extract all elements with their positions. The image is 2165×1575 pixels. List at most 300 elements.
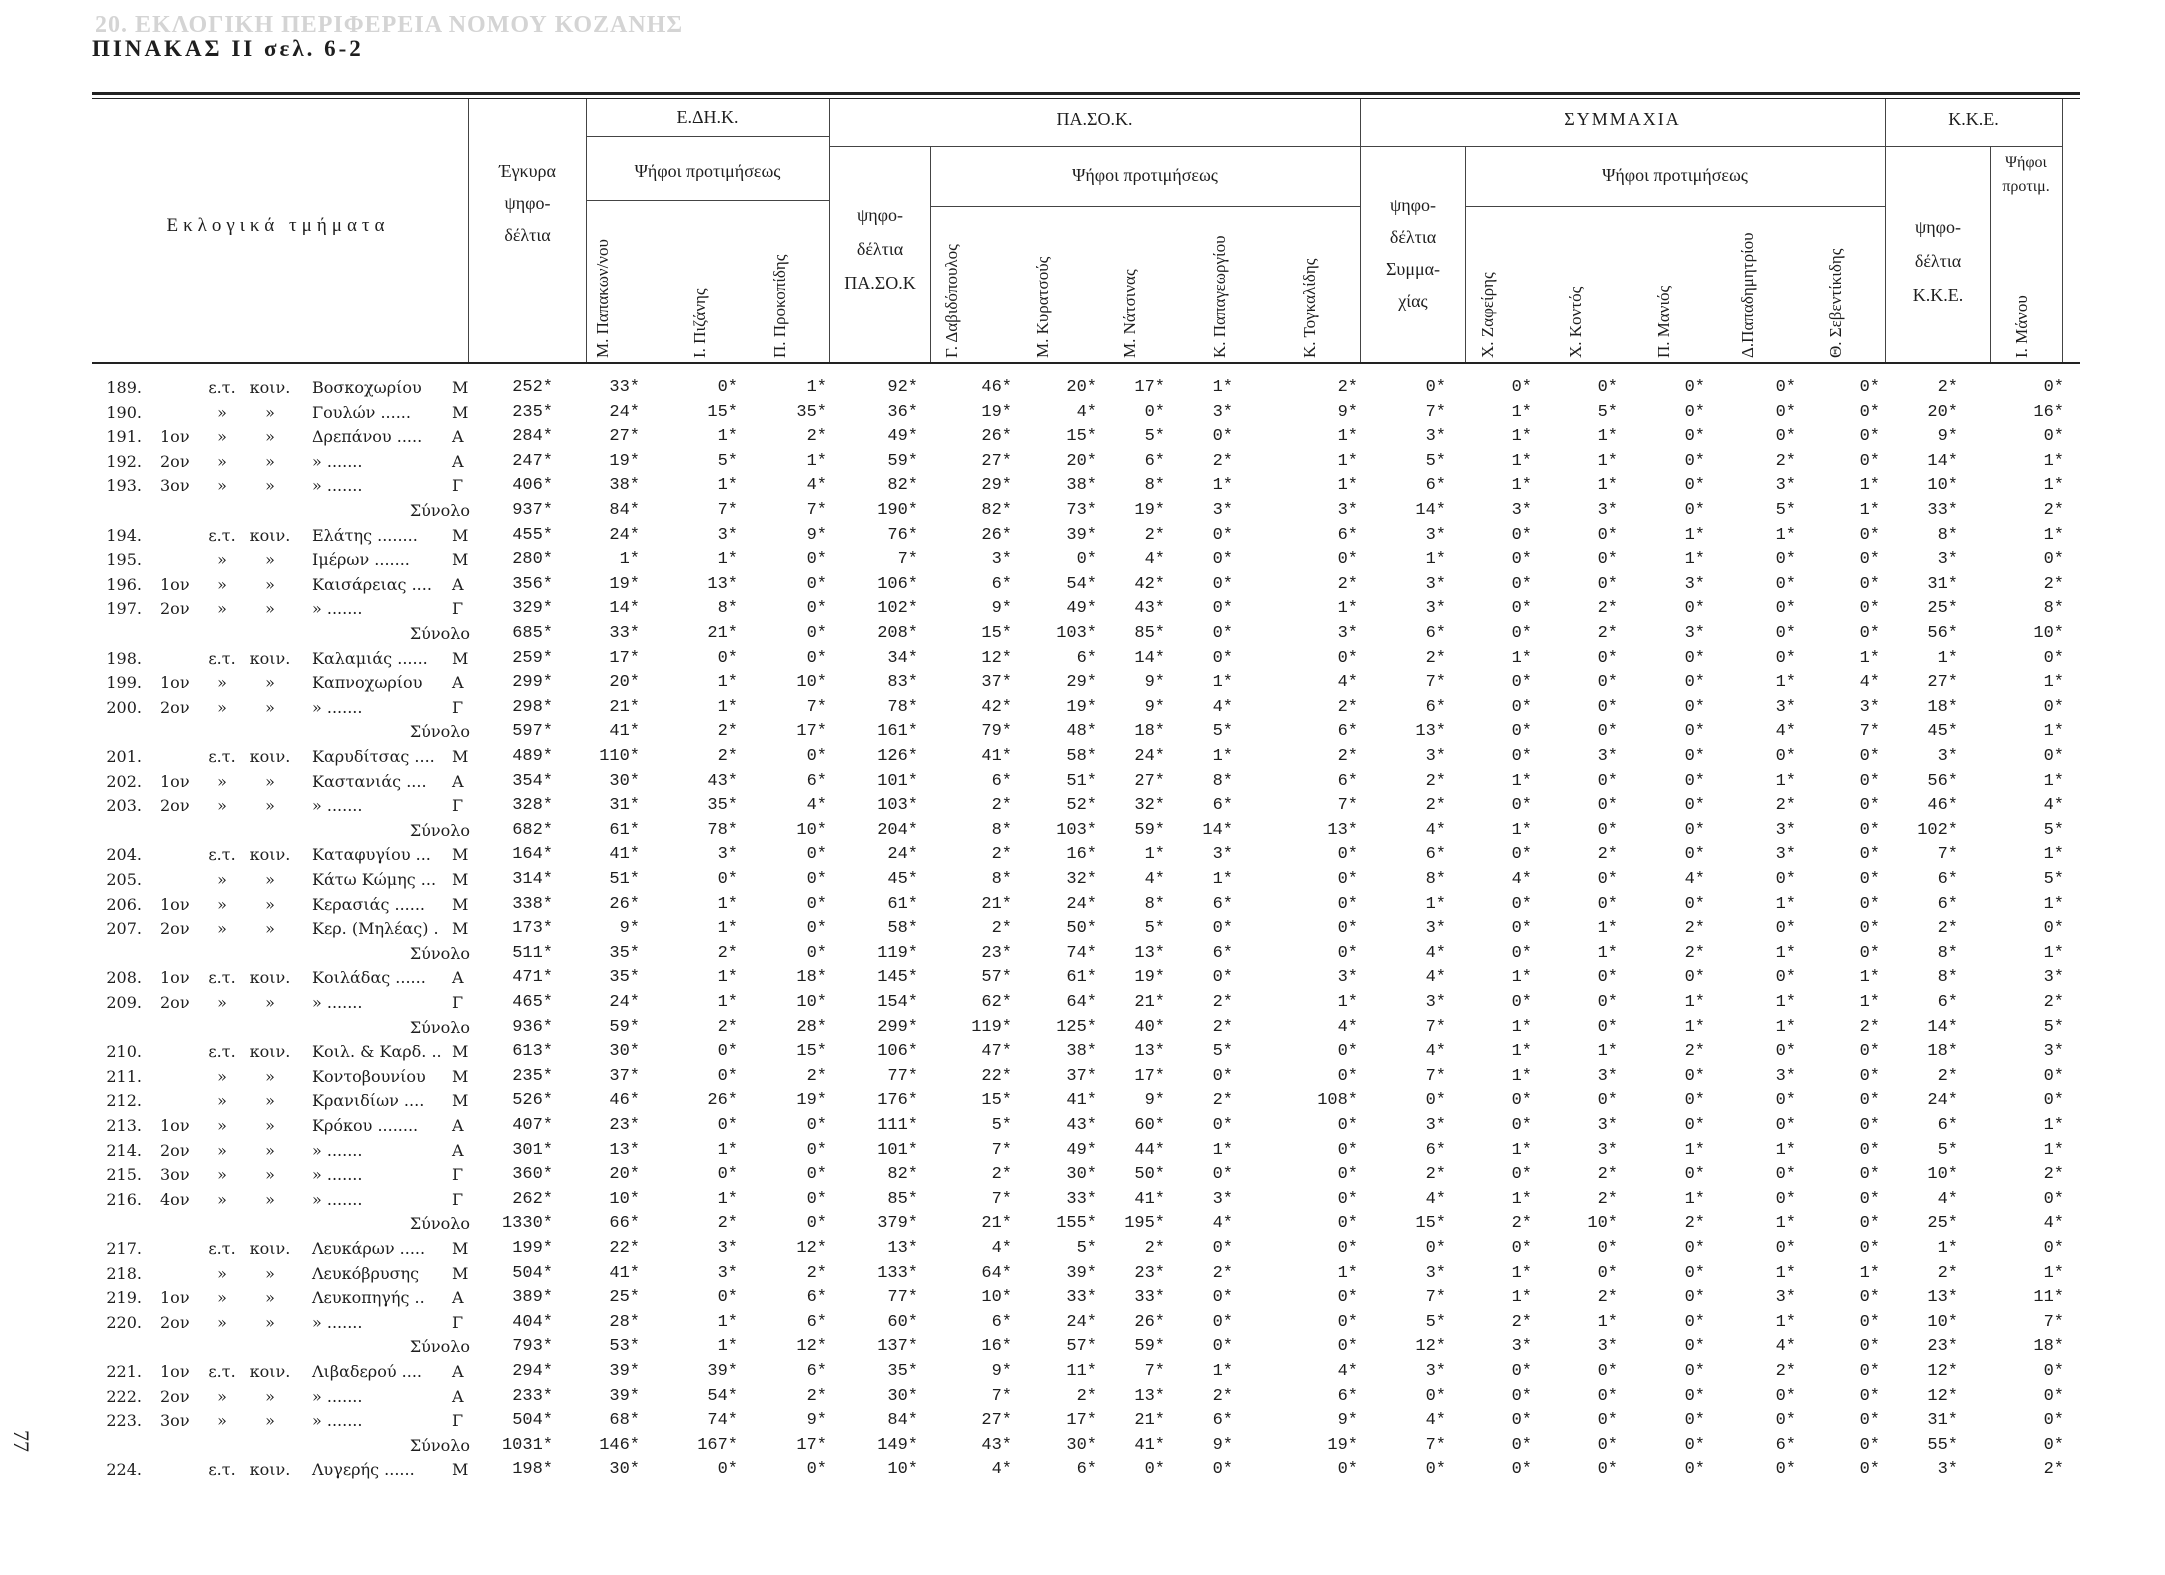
value-cell: 1* [1775, 1312, 1796, 1332]
row-number: 224. [106, 1460, 142, 1480]
section-name: Καπνοχωρίου [312, 673, 423, 693]
value-cell: 0* [1511, 1239, 1532, 1258]
candidate-papadimitriou: Δ.Παπαδημητρίου [1738, 232, 1757, 358]
value-cell: 18* [2033, 1337, 2064, 1357]
value-cell: 49* [887, 427, 918, 447]
value-cell: 11* [2033, 1288, 2064, 1308]
section-type: Μ [452, 894, 469, 914]
section-type: Γ [452, 1411, 464, 1431]
value-cell: 0* [1859, 525, 1880, 545]
section-name: Καλαμιάς ...... [312, 648, 428, 668]
value-cell: 29* [981, 476, 1012, 496]
value-cell: 19* [1134, 501, 1165, 520]
value-cell: 0* [1337, 1042, 1358, 1062]
value-cell: 26* [1134, 1312, 1165, 1332]
row-kind: » [217, 697, 227, 717]
value-cell: 0* [2043, 1362, 2064, 1381]
value-cell: 0* [1337, 1337, 1358, 1357]
value-cell: 407* [512, 1116, 553, 1135]
value-cell: 0* [717, 648, 738, 668]
value-cell: 3* [1511, 1337, 1532, 1357]
value-cell: 0* [2043, 1386, 2064, 1406]
kke-ballots-3: Κ.Κ.Ε. [1912, 285, 1964, 305]
value-cell: 2* [1511, 1214, 1532, 1234]
row-koin: » [265, 402, 275, 422]
row-koin: » [265, 1312, 275, 1332]
section-name: » ....... [312, 697, 363, 717]
value-cell: 338* [512, 894, 553, 914]
value-cell: 198* [512, 1460, 553, 1480]
value-cell: 6* [1144, 451, 1165, 471]
candidate-davidopoulos: Γ. Δαβιδόπουλος [942, 244, 961, 358]
value-cell: 0* [1337, 1140, 1358, 1160]
value-cell: 1* [1597, 919, 1618, 939]
table-row [0, 1089, 2165, 1113]
value-cell: 4* [1144, 870, 1165, 889]
value-cell: 6* [1425, 697, 1446, 717]
value-cell: 0* [1859, 378, 1880, 397]
row-koin: » [265, 550, 275, 570]
value-cell: 119* [877, 943, 918, 963]
value-cell: 14* [609, 599, 640, 619]
value-cell: 1* [1684, 1140, 1705, 1160]
section-name: » ....... [312, 1165, 363, 1185]
value-cell: 59* [1134, 820, 1165, 840]
value-cell: 1* [1775, 673, 1796, 693]
value-cell: 3* [1425, 747, 1446, 766]
row-kind: ε.τ. [208, 1460, 236, 1480]
value-cell: 3* [1425, 574, 1446, 594]
header-divider [1885, 146, 2062, 147]
value-cell: 20* [1927, 402, 1958, 422]
value-cell: 0* [1684, 402, 1705, 422]
value-cell: 23* [609, 1116, 640, 1135]
candidate-manou: Ι. Μάνου [2012, 295, 2031, 358]
value-cell: 1* [1937, 1239, 1958, 1258]
header-valid-3: δέλτια [504, 225, 551, 245]
subtotal-row [0, 622, 2165, 646]
value-cell: 6* [991, 1312, 1012, 1332]
section-type: Μ [452, 1042, 469, 1062]
row-ordinal: 4ον [160, 1189, 190, 1209]
value-cell: 13* [1927, 1288, 1958, 1308]
section-name: » ....... [312, 451, 363, 471]
value-cell: 0* [1511, 1362, 1532, 1381]
value-cell: 42* [981, 697, 1012, 717]
value-cell: 46* [609, 1091, 640, 1111]
row-koin: » [265, 574, 275, 594]
row-number: 202. [106, 771, 142, 791]
value-cell: 4* [1511, 870, 1532, 889]
value-cell: 1* [1511, 968, 1532, 988]
value-cell: 6* [1425, 845, 1446, 865]
value-cell: 0* [806, 599, 827, 619]
value-cell: 1* [1337, 427, 1358, 447]
value-cell: 102* [877, 599, 918, 619]
section-type: Μ [452, 1263, 469, 1283]
value-cell: 3* [1775, 1288, 1796, 1308]
value-cell: 2* [1425, 648, 1446, 668]
value-cell: 51* [1066, 771, 1097, 791]
value-cell: 0* [1859, 1411, 1880, 1431]
candidate-zafeiris: Χ. Ζαφείρης [1478, 272, 1497, 358]
row-ordinal: 1ον [160, 771, 190, 791]
value-cell: 10* [2033, 624, 2064, 643]
group-pasok: ΠΑ.ΣΟ.Κ. [1056, 109, 1133, 129]
value-cell: 43* [707, 771, 738, 791]
value-cell: 1* [717, 1140, 738, 1160]
row-kind: » [217, 1165, 227, 1185]
value-cell: 1* [1775, 1017, 1796, 1037]
value-cell: 0* [1859, 1312, 1880, 1332]
value-cell: 5* [991, 1116, 1012, 1135]
value-cell: 247* [512, 451, 553, 471]
row-kind: ε.τ. [208, 648, 236, 668]
value-cell: 8* [1937, 943, 1958, 963]
value-cell: 1* [1337, 476, 1358, 496]
section-type: Γ [452, 697, 464, 717]
value-cell: 13* [1415, 722, 1446, 742]
value-cell: 6* [1337, 771, 1358, 791]
value-cell: 5* [1212, 1042, 1233, 1062]
value-cell: 2* [1597, 624, 1618, 643]
value-cell: 0* [1511, 1435, 1532, 1455]
value-cell: 489* [512, 747, 553, 766]
row-ordinal: 1ον [160, 968, 190, 988]
value-cell: 2* [1775, 451, 1796, 471]
value-cell: 47* [981, 1042, 1012, 1062]
value-cell: 0* [1859, 845, 1880, 865]
table-row [0, 1114, 2165, 1138]
value-cell: 119* [971, 1017, 1012, 1037]
value-cell: 0* [1212, 1116, 1233, 1135]
value-cell: 1* [1597, 451, 1618, 471]
section-name: Καταφυγίου ... [312, 845, 431, 865]
value-cell: 13* [707, 574, 738, 594]
value-cell: 0* [1859, 771, 1880, 791]
value-cell: 0* [2043, 1189, 2064, 1209]
row-number: 207. [106, 919, 142, 939]
value-cell: 0* [1775, 919, 1796, 939]
table-row [0, 671, 2165, 695]
value-cell: 937* [512, 501, 553, 520]
value-cell: 7* [897, 550, 918, 570]
value-cell: 19* [1134, 968, 1165, 988]
sym-ballots-1: ψηφο- [1389, 195, 1437, 215]
row-kind: » [217, 1116, 227, 1135]
value-cell: 0* [1597, 697, 1618, 717]
value-cell: 9* [1144, 673, 1165, 693]
value-cell: 1* [1212, 747, 1233, 766]
value-cell: 0* [2043, 648, 2064, 668]
value-cell: 0* [1859, 1189, 1880, 1209]
value-cell: 6* [1212, 1411, 1233, 1431]
candidate-togkalidis: Κ. Τογκαλίδης [1300, 258, 1319, 358]
table-row [0, 1188, 2165, 1212]
value-cell: 9* [1337, 1411, 1358, 1431]
value-cell: 2* [1212, 451, 1233, 471]
section-name: Λευκόβρυσης [312, 1263, 420, 1283]
header-divider [1465, 206, 1885, 207]
value-cell: 26* [707, 1091, 738, 1111]
value-cell: 0* [717, 1460, 738, 1480]
row-koin: » [265, 796, 275, 816]
value-cell: 5* [717, 451, 738, 471]
sym-pref-label: Ψήφοι προτιμήσεως [1602, 165, 1748, 185]
value-cell: 18* [1134, 722, 1165, 742]
value-cell: 50* [1066, 919, 1097, 939]
value-cell: 0* [1684, 476, 1705, 496]
value-cell: 49* [1066, 1140, 1097, 1160]
value-cell: 0* [1859, 402, 1880, 422]
row-koin: » [265, 1189, 275, 1209]
value-cell: 18* [1927, 1042, 1958, 1062]
row-koin: » [265, 1165, 275, 1185]
row-ordinal: 2ον [160, 1312, 190, 1332]
value-cell: 126* [877, 747, 918, 766]
value-cell: 0* [1859, 1362, 1880, 1381]
total-label: Σύνολο [409, 943, 470, 963]
value-cell: 19* [981, 402, 1012, 422]
row-number: 203. [106, 796, 142, 816]
section-name: Κοιλάδας ...... [312, 968, 426, 988]
row-ordinal: 1ον [160, 1362, 190, 1381]
value-cell: 23* [981, 943, 1012, 963]
value-cell: 9* [1937, 427, 1958, 447]
value-cell: 6* [1425, 624, 1446, 643]
table-row [0, 770, 2165, 794]
value-cell: 0* [1684, 1263, 1705, 1283]
row-kind: » [217, 771, 227, 791]
value-cell: 59* [1134, 1337, 1165, 1357]
value-cell: 0* [1775, 1116, 1796, 1135]
value-cell: 176* [877, 1091, 918, 1111]
table-row [0, 843, 2165, 867]
value-cell: 1* [2043, 525, 2064, 545]
value-cell: 356* [512, 574, 553, 594]
value-cell: 154* [877, 993, 918, 1012]
value-cell: 0* [1684, 820, 1705, 840]
row-koin: » [265, 1091, 275, 1111]
row-koin: » [265, 1263, 275, 1283]
value-cell: 0* [1859, 1337, 1880, 1357]
row-koin: » [265, 1386, 275, 1406]
section-type: Α [452, 1362, 464, 1381]
value-cell: 301* [512, 1140, 553, 1160]
value-cell: 43* [1134, 599, 1165, 619]
value-cell: 511* [512, 943, 553, 963]
section-name: » ....... [312, 1386, 363, 1406]
value-cell: 83* [887, 673, 918, 693]
value-cell: 0* [1684, 1460, 1705, 1480]
value-cell: 19* [609, 451, 640, 471]
row-koin: κοιν. [249, 968, 291, 988]
value-cell: 84* [887, 1411, 918, 1431]
value-cell: 15* [707, 402, 738, 422]
value-cell: 108* [1317, 1091, 1358, 1111]
value-cell: 0* [1511, 796, 1532, 816]
value-cell: 3* [1597, 1116, 1618, 1135]
value-cell: 0* [806, 1140, 827, 1160]
row-koin: κοιν. [249, 525, 291, 545]
value-cell: 1* [1425, 550, 1446, 570]
row-ordinal: 1ον [160, 1288, 190, 1308]
subtotal-row [0, 819, 2165, 843]
value-cell: 2* [717, 1214, 738, 1234]
value-cell: 0* [1597, 993, 1618, 1012]
value-cell: 0* [806, 624, 827, 643]
value-cell: 40* [1134, 1017, 1165, 1037]
value-cell: 2* [2043, 993, 2064, 1012]
value-cell: 0* [806, 550, 827, 570]
row-ordinal: 2ον [160, 993, 190, 1012]
value-cell: 2* [1212, 1263, 1233, 1283]
value-cell: 3* [1212, 402, 1233, 422]
row-number: 211. [106, 1066, 142, 1086]
value-cell: 1* [717, 427, 738, 447]
section-name: » ....... [312, 1140, 363, 1160]
value-cell: 190* [877, 501, 918, 520]
value-cell: 1* [717, 894, 738, 914]
value-cell: 3* [1337, 624, 1358, 643]
row-ordinal: 3ον [160, 476, 190, 496]
value-cell: 21* [981, 1214, 1012, 1234]
value-cell: 51* [609, 870, 640, 889]
row-number: 210. [106, 1042, 142, 1062]
value-cell: 1* [1212, 378, 1233, 397]
section-name: » ....... [312, 993, 363, 1012]
value-cell: 2* [1425, 1165, 1446, 1185]
row-ordinal: 2ον [160, 1386, 190, 1406]
table-row [0, 1163, 2165, 1187]
table-row [0, 966, 2165, 990]
section-name: Λιβαδερού .... [312, 1362, 422, 1381]
value-cell: 6* [1337, 525, 1358, 545]
value-cell: 0* [1337, 648, 1358, 668]
value-cell: 7* [991, 1386, 1012, 1406]
value-cell: 0* [1337, 1460, 1358, 1480]
value-cell: 0* [1212, 1312, 1233, 1332]
value-cell: 259* [512, 648, 553, 668]
value-cell: 57* [981, 968, 1012, 988]
row-number: 212. [106, 1091, 142, 1111]
value-cell: 41* [981, 747, 1012, 766]
value-cell: 30* [609, 1460, 640, 1480]
value-cell: 24* [887, 845, 918, 865]
value-cell: 33* [1927, 501, 1958, 520]
value-cell: 0* [1775, 574, 1796, 594]
value-cell: 0* [1597, 648, 1618, 668]
value-cell: 103* [1056, 624, 1097, 643]
value-cell: 0* [1684, 673, 1705, 693]
value-cell: 0* [806, 943, 827, 963]
value-cell: 0* [1511, 943, 1532, 963]
value-cell: 41* [609, 1263, 640, 1283]
value-cell: 74* [1066, 943, 1097, 963]
value-cell: 6* [991, 771, 1012, 791]
value-cell: 5* [1597, 402, 1618, 422]
value-cell: 3* [717, 1263, 738, 1283]
section-type: Μ [452, 378, 469, 397]
value-cell: 0* [1859, 1116, 1880, 1135]
value-cell: 110* [599, 747, 640, 766]
section-name: Καστανιάς .... [312, 771, 427, 791]
row-koin: » [265, 599, 275, 619]
value-cell: 30* [609, 1042, 640, 1062]
value-cell: 0* [1684, 1411, 1705, 1431]
value-cell: 1* [1511, 402, 1532, 422]
value-cell: 294* [512, 1362, 553, 1381]
value-cell: 39* [1066, 525, 1097, 545]
value-cell: 0* [717, 1116, 738, 1135]
value-cell: 106* [877, 1042, 918, 1062]
table-row [0, 1360, 2165, 1384]
value-cell: 19* [1066, 697, 1097, 717]
value-cell: 10* [1587, 1214, 1618, 1234]
value-cell: 14* [1927, 1017, 1958, 1037]
value-cell: 0* [1775, 1411, 1796, 1431]
value-cell: 4* [1337, 673, 1358, 693]
value-cell: 0* [1425, 1386, 1446, 1406]
value-cell: 77* [887, 1066, 918, 1086]
value-cell: 30* [609, 771, 640, 791]
section-type: Μ [452, 919, 469, 939]
row-number: 219. [106, 1288, 142, 1308]
value-cell: 8* [1212, 771, 1233, 791]
value-cell: 1* [717, 673, 738, 693]
value-cell: 455* [512, 525, 553, 545]
value-cell: 0* [1337, 943, 1358, 963]
value-cell: 1* [717, 697, 738, 717]
value-cell: 146* [599, 1435, 640, 1455]
row-koin: » [265, 1288, 275, 1308]
value-cell: 1* [2043, 673, 2064, 693]
value-cell: 13* [1327, 820, 1358, 840]
sym-ballots-2: δέλτια [1389, 227, 1437, 247]
table-row [0, 1311, 2165, 1335]
row-kind: » [217, 870, 227, 889]
table-row [0, 1139, 2165, 1163]
value-cell: 0* [1684, 968, 1705, 988]
row-number: 190. [106, 402, 142, 422]
value-cell: 5* [1144, 919, 1165, 939]
row-number: 196. [106, 574, 142, 594]
value-cell: 0* [1775, 599, 1796, 619]
row-koin: » [265, 1066, 275, 1086]
row-ordinal: 1ον [160, 427, 190, 447]
value-cell: 0* [1597, 796, 1618, 816]
value-cell: 35* [887, 1362, 918, 1381]
value-cell: 52* [1066, 796, 1097, 816]
value-cell: 4* [1937, 1189, 1958, 1209]
value-cell: 82* [887, 476, 918, 496]
value-cell: 45* [887, 870, 918, 889]
subtotal-row [0, 499, 2165, 523]
value-cell: 161* [877, 722, 918, 742]
value-cell: 0* [1597, 378, 1618, 397]
value-cell: 21* [707, 624, 738, 643]
value-cell: 8* [2043, 599, 2064, 619]
value-cell: 2* [2043, 1460, 2064, 1480]
row-number: 197. [106, 599, 142, 619]
value-cell: 4* [1684, 870, 1705, 889]
top-rule-thin [92, 98, 2080, 99]
value-cell: 4* [2043, 796, 2064, 816]
value-cell: 4* [1144, 550, 1165, 570]
value-cell: 0* [1859, 1042, 1880, 1062]
section-type: Α [452, 1140, 464, 1160]
section-type: Γ [452, 1165, 464, 1185]
